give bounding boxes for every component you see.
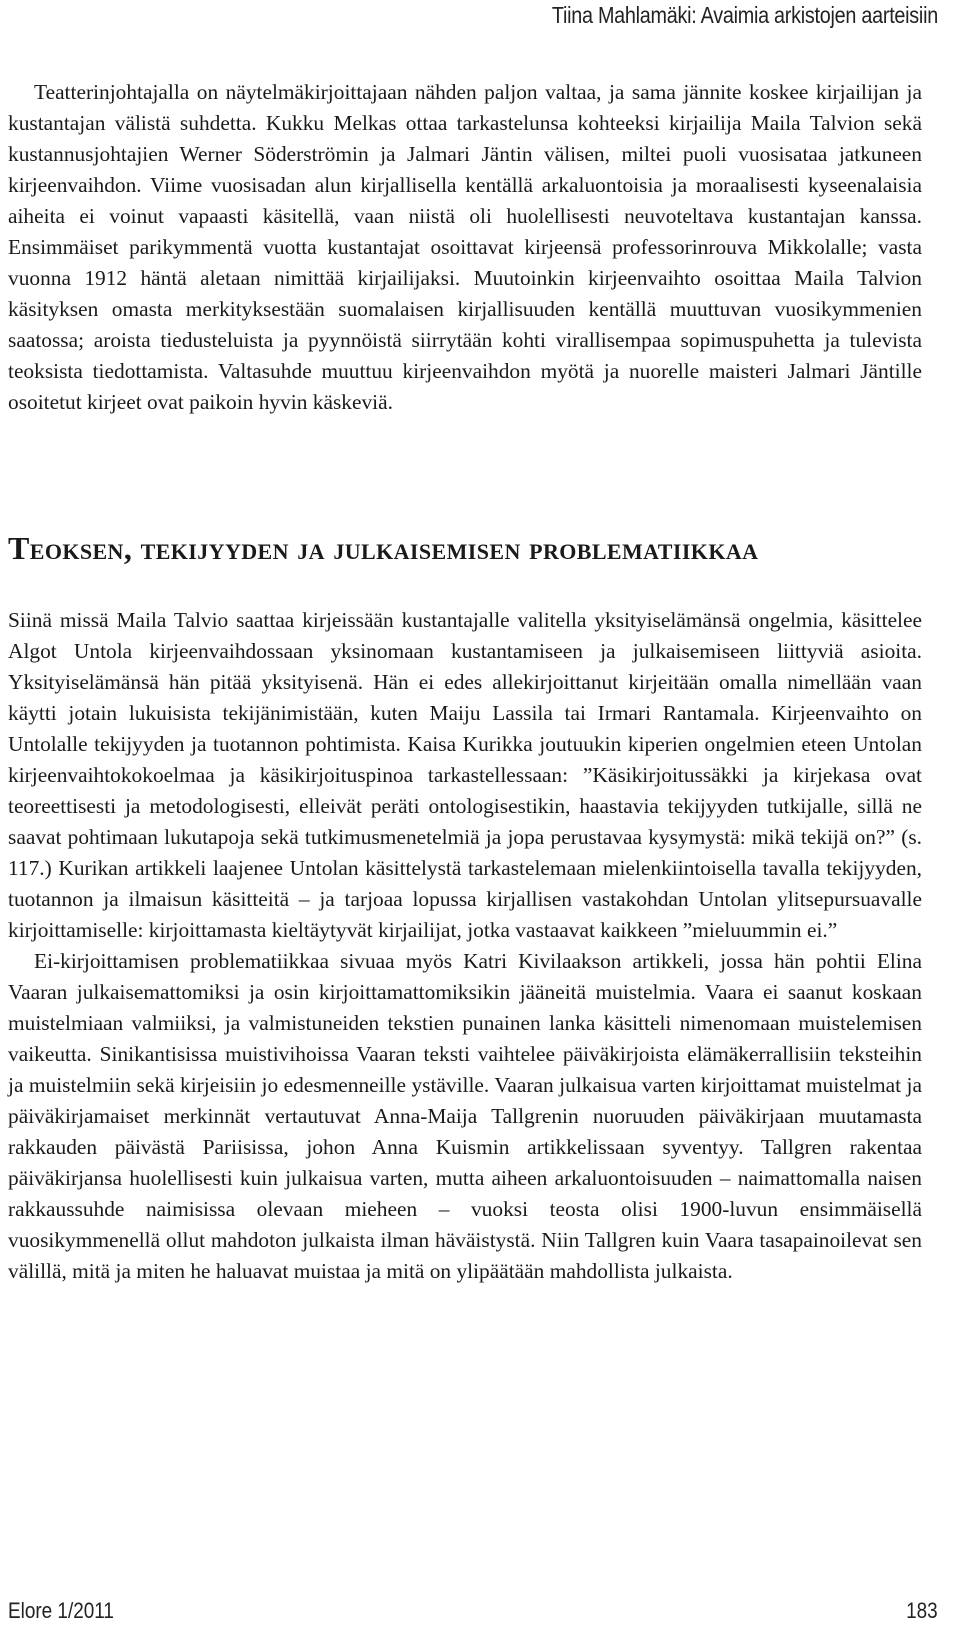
running-header: Tiina Mahlamäki: Avaimia arkistojen aarteisiin [551, 2, 938, 28]
intro-text-block [8, 77, 922, 418]
section-paragraph-1: Siinä missä Maila Talvio saattaa kirjeissään kustantajalle valitella yksityiselämänsä ongelmia, käsittelee Algot Untola kirjeenvaihdossaan yksinomaan kustantamiseen ja julkaisemiseen liittyviä asioita. Yksityiselämänsä hän pitää yksityisenä. Hän ei edes allekirjoittanut kirjeitään omalla nimellään vaan käytti jotain lukuisista tekijänimistään, kuten Maiju Lassila tai Irmari Rantamala. Kirjeenvaihto on Untolalle tekijyyden ja tuotannon pohtimista. Kaisa Kurikka joutuukin kiperien ongelmien eteen Untolan kirjeenvaihtokokoelmaa ja käsikirjoituspinoa tarkastellessaan: ”Käsikirjoitussäkki ja kirjekasa ovat teoreettisesti ja metodologisesti, elleivät peräti ontologisestikin, haastavia tekijyyden tutkijalle, sillä ne saavat pohtimaan lukutapoja sekä tutkimusmenetelmiä ja jopa perustavaa kysymystä: mikä tekijä on?” (s. 117.) Kurikan artikkeli laajenee Untolan käsittelystä tarkastelemaan mielenkiintoisella tavalla tekijyyden, tuotannon ja ilmaisun käsitteitä – ja tarjoaa lopussa kirjallisen vastakohdan Untolan ylitsepursuavalle kirjoittamiselle: kirjoittamasta kieltäytyvät kirjailijat, jotka vastaavat kaikkeen ”mieluummin ei.” [8, 608, 922, 942]
page-number: 183 [906, 1598, 938, 1623]
intro-paragraph: Teatterinjohtajalla on näytelmäkirjoittajaan nähden paljon valtaa, ja sama jännite koskee kirjailijan ja kustantajan välistä suhdetta. Kukku Melkas ottaa tarkastelunsa kohteeksi kirjailija Maila Talvion sekä kustannusjohtajien Werner Söderströmin ja Jalmari Jäntin välisen, miltei puoli vuosisataa jatkuneen kirjeenvaihdon. Viime vuosisadan alun kirjallisella kentällä arkaluontoisia ja moraalisesti kyseenalaisia aiheita ei voinut vapaasti käsitellä, vaan niistä oli huolellisesti neuvoteltava kustantajan kanssa. Ensimmäiset parikymmentä vuotta kustantajat osoittavat kirjeensä professorinrouva Mikkolalle; vasta vuonna 1912 häntä aletaan nimittää kirjailijaksi. Muutoinkin kirjeenvaihto osoittaa Maila Talvion käsityksen omasta merkityksestään suomalaisen kirjallisuuden kentällä muuttuvan vuosikymmenien saatossa; aroista tiedusteluista ja pyynnöistä siirrytään kohti virallisempaa sopimuspuhetta ja tulevista teoksista tiedottamista. Valtasuhde muuttuu kirjeenvaihdon myötä ja nuorelle maisteri Jalmari Jäntille osoitetut kirjeet ovat paikoin hyvin käskeviä. [8, 80, 922, 414]
journal-issue: Elore 1/2011 [8, 1598, 114, 1623]
section-text-block [8, 605, 922, 1287]
section-paragraph-2: Ei-kirjoittamisen problematiikkaa sivuaa myös Katri Kivilaakson artikkeli, jossa hän pohtii Elina Vaaran julkaisemattomiksi ja osin kirjoittamattomiksikin jääneitä muistelmia. Vaara ei saanut koskaan muistelmiaan valmiiksi, ja valmistuneiden tekstien punainen lanka käsitteli nimenomaan muistelemisen vaikeutta. Sinikantisissa muistivihoissa Vaaran teksti vaihtelee päiväkirjoista elämäkerrallisiin teksteihin ja muistelmiin sekä kirjeisiin jo edesmenneille ystäville. Vaaran julkaisua varten kirjoittamat muistelmat ja päiväkirjamaiset merkinnät vertautuvat Anna-Maija Tallgrenin nuoruuden päiväkirjaan muutamasta rakkauden päivästä Pariisissa, johon Anna Kuismin artikkelissaan syventyy. Tallgren rakentaa päiväkirjansa huolellisesti kuin julkaisua varten, mutta aiheen arkaluontoisuuden – naimattomalla naisen rakkaussuhde naimisissa olevaan mieheen – vuoksi teosta olisi 1900-luvun ensimmäisellä vuosikymmenellä ollut mahdoton julkaista ilman häväistystä. Niin Tallgren kuin Vaara tasapainoilevat sen välillä, mitä ja miten he haluavat muistaa ja mitä on ylipäätään mahdollista julkaista. [8, 949, 922, 1283]
running-footer [8, 1598, 938, 1630]
section-heading: Teoksen, tekijyyden ja julkaisemisen problematiikkaa [8, 530, 759, 566]
